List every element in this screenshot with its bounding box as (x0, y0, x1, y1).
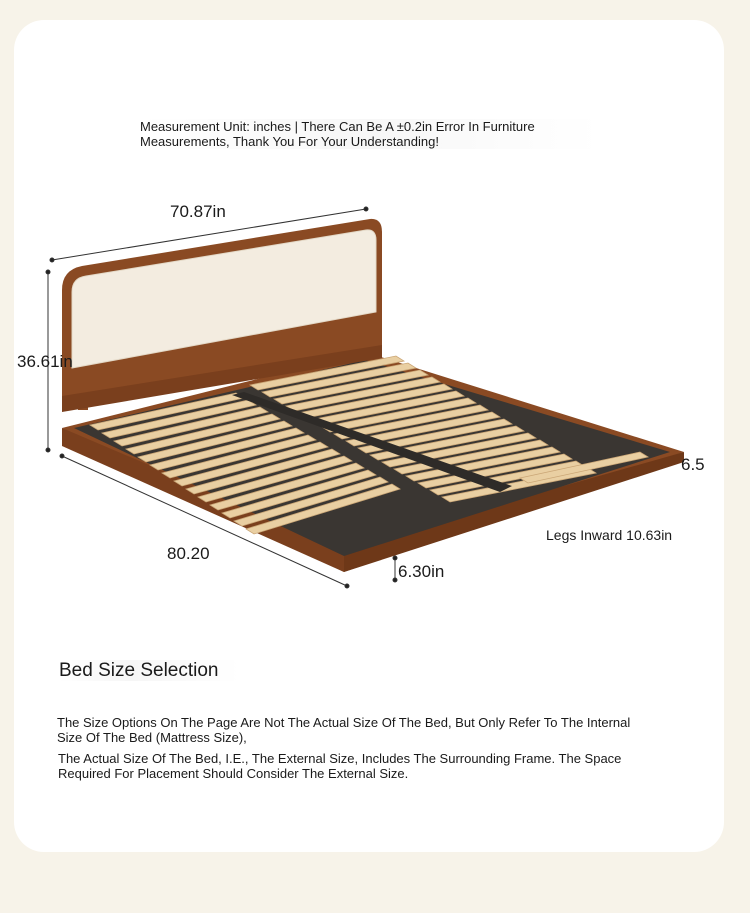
legs-inward-label: Legs Inward 10.63in (546, 527, 673, 543)
measurement-note: Measurement Unit: inches | There Can Be A ±0.2in Error In Furniture Measurements, Thank You For Your Understanding! (140, 119, 600, 149)
length-dimension-label: 80.20 (167, 544, 210, 563)
height-dimension-label: 36.61in (17, 352, 73, 371)
width-dimension-label: 70.87in (170, 202, 226, 221)
side-dimension-label: 6.5 (681, 455, 705, 474)
size-info-paragraph-2: The Actual Size Of The Bed, I.E., The External Size, Includes The Surrounding Frame. The Space Required For Placement Should Consider The External Size. (58, 751, 622, 781)
leg-height-dimension-label: 6.30in (398, 562, 445, 581)
size-info-paragraph-1: The Size Options On The Page Are Not The Actual Size Of The Bed, But Only Refer To The Internal Size Of The Bed (Mattress Size), (57, 715, 631, 745)
bed-size-section-title: Bed Size Selection (59, 660, 239, 681)
